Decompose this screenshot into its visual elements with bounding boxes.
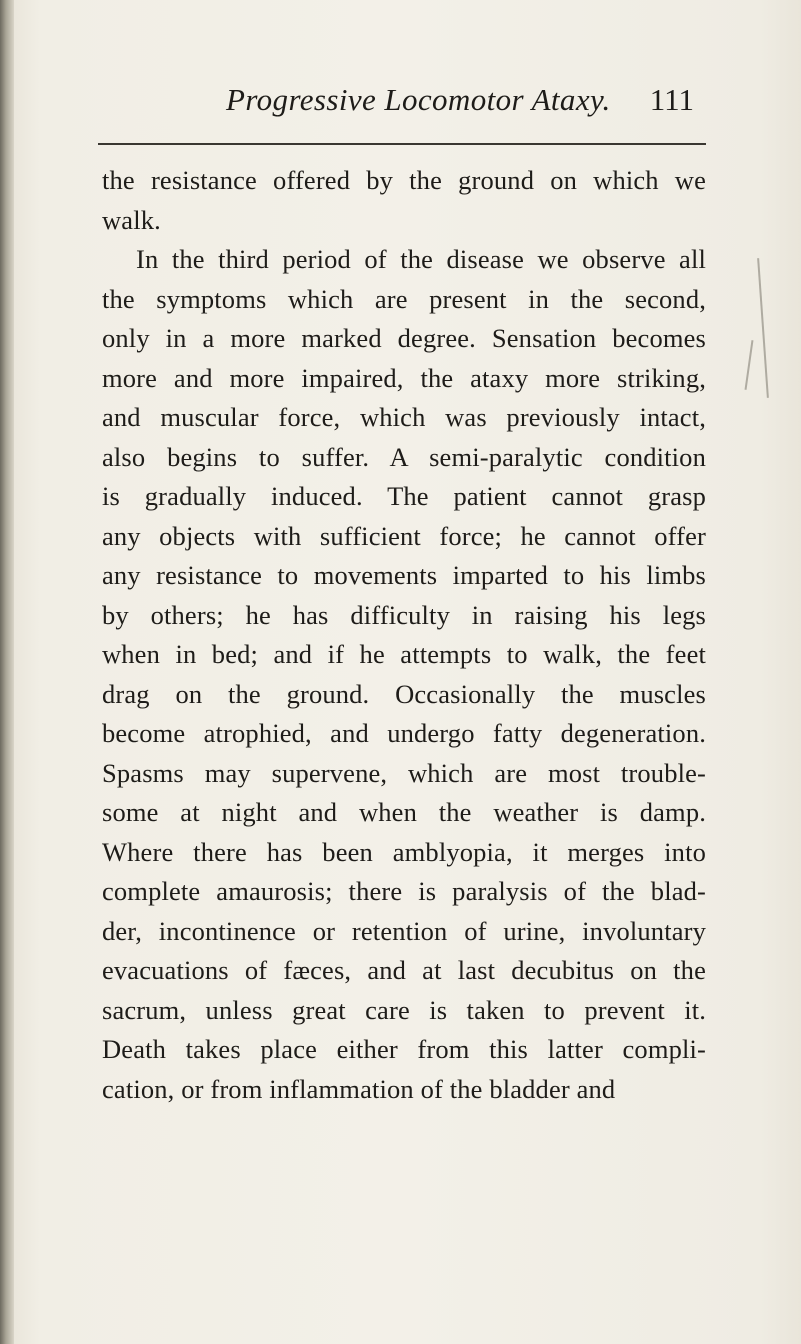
text-line: drag on the ground. Occasionally the muscles xyxy=(102,678,706,709)
text-line: walk. xyxy=(102,204,161,235)
text-line: only in a more marked degree. Sensation becomes xyxy=(102,323,706,353)
text-line: more and more impaired, the ataxy more striking, xyxy=(102,362,706,393)
margin-pencil-mark xyxy=(745,340,754,390)
text-line: In the third period of the disease we observe all xyxy=(136,244,706,274)
text-line: the symptoms which are present in the second, xyxy=(102,283,706,314)
text-line: sacrum, unless great care is taken to prevent it. xyxy=(102,994,706,1025)
text-line: by others; he has difficulty in raising his legs xyxy=(102,599,706,630)
text-line: der, incontinence or retention of urine, involuntary xyxy=(102,915,706,946)
running-head xyxy=(96,82,706,128)
page-gutter-shadow xyxy=(0,0,14,1344)
text-line: complete amaurosis; there is paralysis of the blad- xyxy=(102,876,706,906)
text-line: any objects with sufficient force; he cannot offer xyxy=(102,520,706,551)
body-text xyxy=(102,161,706,1109)
text-line: Where there has been amblyopia, it merges into xyxy=(102,836,706,867)
page-number: 111 xyxy=(649,82,694,117)
text-line: also begins to suffer. A semi-paralytic condition xyxy=(102,441,706,472)
text-line: Spasms may supervene, which are most trouble- xyxy=(102,757,706,788)
text-line: become atrophied, and undergo fatty degeneration. xyxy=(102,718,706,748)
header-rule xyxy=(98,143,706,145)
text-line: some at night and when the weather is damp. xyxy=(102,797,706,827)
running-title: Progressive Locomotor Ataxy. xyxy=(226,82,611,117)
margin-pencil-mark xyxy=(757,258,769,398)
text-line: and muscular force, which was previously intact, xyxy=(102,402,706,432)
text-line: the resistance offered by the ground on which we xyxy=(102,165,706,195)
text-line: is gradually induced. The patient cannot grasp xyxy=(102,481,706,511)
text-line: when in bed; and if he attempts to walk, the feet xyxy=(102,639,706,669)
text-line: any resistance to movements imparted to his limbs xyxy=(102,560,706,590)
text-line: cation, or from inflammation of the bladder and xyxy=(102,1073,616,1104)
text-line: evacuations of fæces, and at last decubitus on the xyxy=(102,955,706,985)
text-line: Death takes place either from this latter compli- xyxy=(102,1034,706,1064)
